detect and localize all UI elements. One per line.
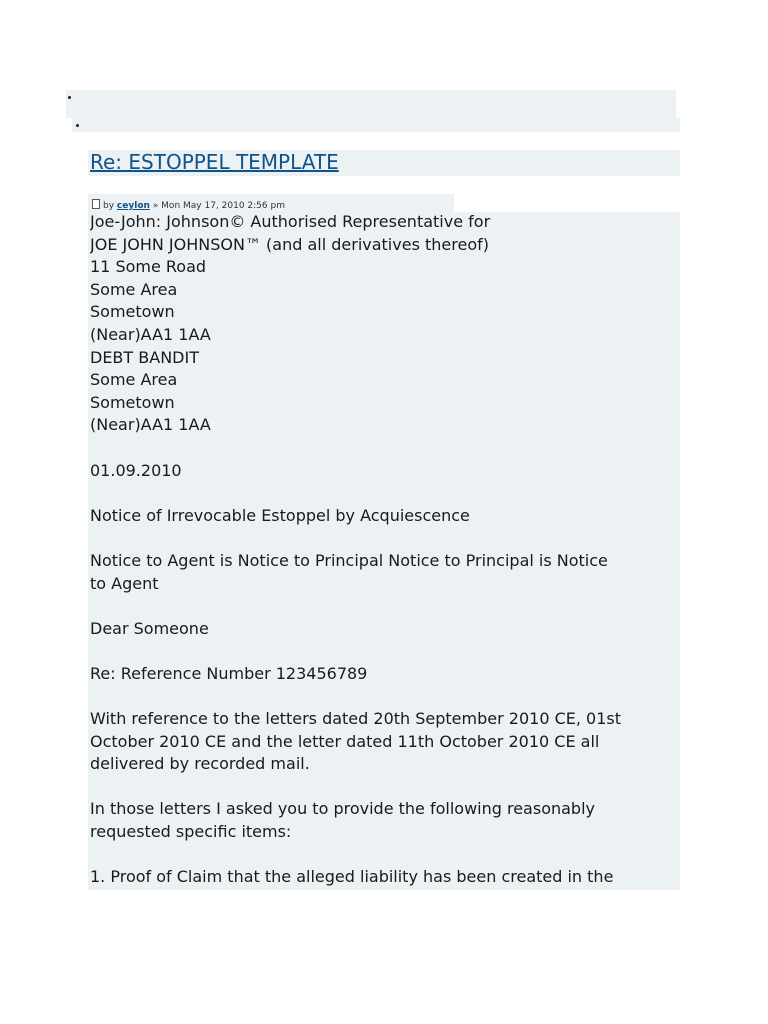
- post-body-line: [90, 776, 680, 799]
- post-body-line: Dear Someone: [90, 618, 209, 638]
- author-link[interactable]: ceylon: [116, 201, 150, 211]
- meta-separator: »: [152, 201, 159, 211]
- post-document-icon[interactable]: [92, 199, 100, 209]
- post-body-line: [90, 527, 680, 550]
- post-body-line: requested specific items:: [90, 822, 292, 842]
- post-body-line: delivered by recorded mail.: [90, 754, 310, 774]
- post-body: [90, 211, 680, 889]
- post-body-line: [90, 640, 680, 663]
- meta-by-label: by: [103, 201, 115, 211]
- post-title-link[interactable]: Re: ESTOPPEL TEMPLATE: [90, 150, 339, 174]
- post-body-line: (Near)AA1 1AA: [90, 324, 211, 344]
- bullet-dot: [76, 124, 79, 127]
- post-body-line: [90, 844, 680, 867]
- post-body-line: [90, 437, 680, 460]
- post-body-line: (Near)AA1 1AA: [90, 415, 211, 435]
- post-body-line: 11 Some Road: [90, 257, 207, 277]
- post-body-line: October 2010 CE and the letter dated 11th October 2010 CE all: [90, 731, 600, 751]
- post-body-line: [90, 595, 680, 618]
- post-body-line: DEBT BANDIT: [90, 347, 199, 367]
- post-body-line: Sometown: [90, 392, 175, 412]
- post-body-line: In those letters I asked you to provide the following reasonably: [90, 799, 595, 819]
- nav-bullet-bar-secondary: [72, 118, 680, 132]
- post-date: Mon May 17, 2010 2:56 pm: [161, 201, 285, 211]
- post-body-line: Sometown: [90, 302, 175, 322]
- post-body-line: Notice to Agent is Notice to Principal Notice to Principal is Notice: [90, 550, 608, 570]
- bullet-dot: [68, 96, 71, 99]
- post-body-line: Notice of Irrevocable Estoppel by Acquiescence: [90, 505, 470, 525]
- post-body-line: Some Area: [90, 370, 178, 390]
- nav-bullet-bar: [66, 90, 676, 118]
- post-body-line: 01.09.2010: [90, 460, 182, 480]
- post-body-line: Joe-John: Johnson© Authorised Representative for: [90, 212, 491, 231]
- post-body-line: to Agent: [90, 573, 159, 593]
- post-body-line: Re: Reference Number 123456789: [90, 663, 368, 683]
- post-body-line: With reference to the letters dated 20th September 2010 CE, 01st: [90, 709, 621, 729]
- post-body-line: JOE JOHN JOHNSON™ (and all derivatives thereof): [90, 234, 489, 254]
- post-body-line: [90, 482, 680, 505]
- post-body-line: Some Area: [90, 279, 178, 299]
- post-body-line: 1. Proof of Claim that the alleged liability has been created in the: [90, 867, 614, 887]
- post-body-line: [90, 685, 680, 708]
